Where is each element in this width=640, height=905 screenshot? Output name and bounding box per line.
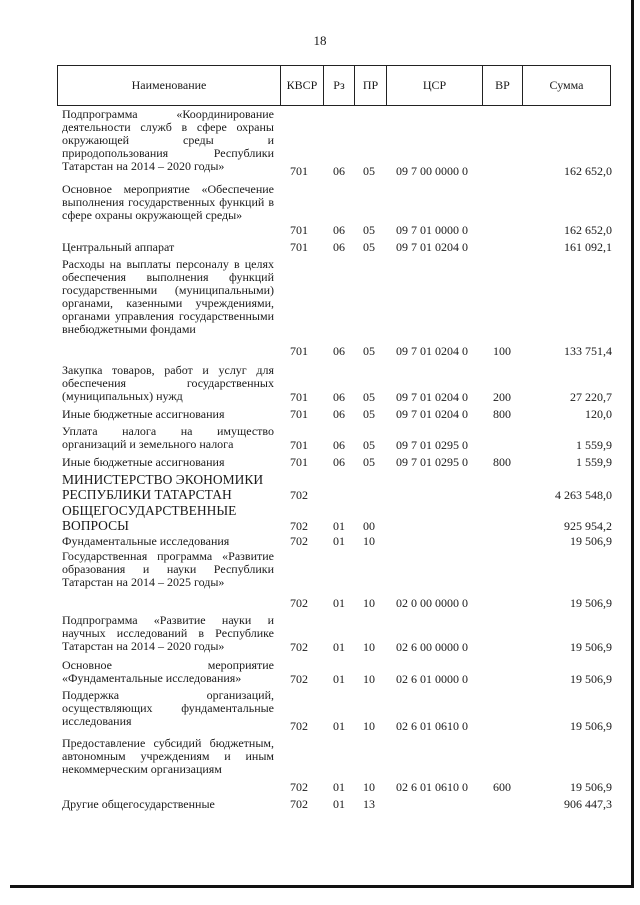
row-csr: 09 7 01 0295 0 xyxy=(396,438,468,452)
row-name: Предоставление субсидий бюджетным, автономным учреждениям и иным некоммерческим организациям xyxy=(62,736,274,776)
table-row xyxy=(0,550,640,610)
table-row xyxy=(0,614,640,654)
table-row xyxy=(0,503,640,533)
row-pr: 05 xyxy=(363,223,375,237)
row-csr: 02 6 01 0000 0 xyxy=(396,672,468,686)
row-csr: 02 6 00 0000 0 xyxy=(396,640,468,654)
row-sum: 19 506,9 xyxy=(570,596,612,610)
row-name: Основное мероприятие «Обеспечение выполнения государственных функций в сфере охраны окружающей среды» xyxy=(62,182,274,222)
row-rz: 01 xyxy=(333,780,345,794)
row-sum: 162 652,0 xyxy=(564,223,612,237)
row-rz: 06 xyxy=(333,438,345,452)
row-kvsr: 701 xyxy=(290,223,308,237)
row-rz: 01 xyxy=(333,596,345,610)
row-name: МИНИСТЕРСТВО ЭКОНОМИКИ РЕСПУБЛИКИ ТАТАРСТАН xyxy=(62,472,264,502)
row-kvsr: 702 xyxy=(290,797,308,811)
row-rz: 06 xyxy=(333,455,345,469)
row-kvsr: 701 xyxy=(290,390,308,404)
table-row xyxy=(0,689,640,733)
row-sum: 27 220,7 xyxy=(570,390,612,404)
table-row xyxy=(0,798,640,811)
row-kvsr: 701 xyxy=(290,240,308,254)
row-name: Закупка товаров, работ и услуг для обеспечения государственных (муниципальных) нужд xyxy=(62,363,274,403)
row-csr: 09 7 01 0204 0 xyxy=(396,407,468,421)
row-kvsr: 701 xyxy=(290,438,308,452)
row-sum: 1 559,9 xyxy=(576,455,612,469)
row-kvsr: 702 xyxy=(290,534,308,548)
row-name: Иные бюджетные ассигнования xyxy=(62,407,225,421)
row-name: Фундаментальные исследования xyxy=(62,534,230,548)
row-pr: 10 xyxy=(363,640,375,654)
row-name: ОБЩЕГОСУДАРСТВЕННЫЕ ВОПРОСЫ xyxy=(62,503,237,533)
row-kvsr: 702 xyxy=(290,640,308,654)
table-row xyxy=(0,241,640,254)
row-name: Основное мероприятие «Фундаментальные исследования» xyxy=(62,658,274,685)
row-kvsr: 701 xyxy=(290,455,308,469)
row-csr: 09 7 00 0000 0 xyxy=(396,164,468,178)
header-pr: ПР xyxy=(362,78,379,92)
row-rz: 06 xyxy=(333,240,345,254)
page-bottom-rule xyxy=(10,885,632,888)
row-rz: 06 xyxy=(333,407,345,421)
row-pr: 10 xyxy=(363,596,375,610)
row-rz: 01 xyxy=(333,719,345,733)
row-pr: 10 xyxy=(363,780,375,794)
row-vr: 100 xyxy=(493,344,511,358)
header-name: Наименование xyxy=(131,78,207,92)
row-kvsr: 702 xyxy=(290,672,308,686)
table-row xyxy=(0,258,640,358)
row-rz: 01 xyxy=(333,672,345,686)
table-row xyxy=(0,108,640,178)
row-sum: 162 652,0 xyxy=(564,164,612,178)
row-csr: 09 7 01 0295 0 xyxy=(396,455,468,469)
row-kvsr: 701 xyxy=(290,407,308,421)
row-kvsr: 702 xyxy=(290,719,308,733)
table-row xyxy=(0,183,640,237)
row-pr: 00 xyxy=(363,519,375,533)
header-rz: Рз xyxy=(333,78,345,92)
row-sum: 19 506,9 xyxy=(570,719,612,733)
table-row xyxy=(0,472,640,502)
row-pr: 05 xyxy=(363,344,375,358)
row-name: Уплата налога на имущество организаций и земельного налога xyxy=(62,424,274,451)
row-rz: 01 xyxy=(333,534,345,548)
row-sum: 19 506,9 xyxy=(570,672,612,686)
row-name: Иные бюджетные ассигнования xyxy=(62,455,225,469)
row-csr: 09 7 01 0204 0 xyxy=(396,390,468,404)
row-kvsr: 701 xyxy=(290,344,308,358)
table-row xyxy=(0,535,640,548)
row-name: Поддержка организаций, осуществляющих фундаментальные исследования xyxy=(62,688,274,728)
row-rz: 06 xyxy=(333,164,345,178)
row-vr: 200 xyxy=(493,390,511,404)
row-csr: 09 7 01 0000 0 xyxy=(396,223,468,237)
header-vr: ВР xyxy=(495,78,510,92)
row-sum: 19 506,9 xyxy=(570,640,612,654)
row-rz: 06 xyxy=(333,344,345,358)
row-sum: 4 263 548,0 xyxy=(555,488,612,502)
page-right-rule xyxy=(631,0,634,888)
row-pr: 05 xyxy=(363,164,375,178)
row-rz: 01 xyxy=(333,797,345,811)
row-rz: 01 xyxy=(333,640,345,654)
table-row xyxy=(0,456,640,469)
row-rz: 06 xyxy=(333,390,345,404)
row-kvsr: 702 xyxy=(290,596,308,610)
row-sum: 19 506,9 xyxy=(570,780,612,794)
table-row xyxy=(0,425,640,452)
row-vr: 800 xyxy=(493,455,511,469)
row-name: Другие общегосударственные xyxy=(62,797,215,811)
row-pr: 05 xyxy=(363,240,375,254)
row-name: Государственная программа «Развитие образования и науки Республики Татарстан на 2014 – 2025 годы» xyxy=(62,549,274,589)
row-sum: 906 447,3 xyxy=(564,797,612,811)
row-rz: 01 xyxy=(333,519,345,533)
header-csr: ЦСР xyxy=(422,78,447,92)
row-name: Расходы на выплаты персоналу в целях обеспечения выполнения функций государственными (муниципальными) органами, казенными учреждениями, органами управления государственными внебюджетными фондами xyxy=(62,257,274,336)
row-kvsr: 702 xyxy=(290,519,308,533)
table-row xyxy=(0,364,640,404)
row-pr: 05 xyxy=(363,390,375,404)
row-pr: 10 xyxy=(363,672,375,686)
row-csr: 09 7 01 0204 0 xyxy=(396,240,468,254)
page-number: 18 xyxy=(313,33,327,48)
row-csr: 02 6 01 0610 0 xyxy=(396,780,468,794)
row-pr: 05 xyxy=(363,455,375,469)
row-kvsr: 702 xyxy=(290,780,308,794)
row-pr: 13 xyxy=(363,797,375,811)
row-vr: 800 xyxy=(493,407,511,421)
row-sum: 925 954,2 xyxy=(564,519,612,533)
row-csr: 02 6 01 0610 0 xyxy=(396,719,468,733)
row-kvsr: 701 xyxy=(290,164,308,178)
row-sum: 1 559,9 xyxy=(576,438,612,452)
table-header xyxy=(57,65,611,106)
table-row xyxy=(0,737,640,794)
row-sum: 133 751,4 xyxy=(564,344,612,358)
row-csr: 02 0 00 0000 0 xyxy=(396,596,468,610)
row-sum: 120,0 xyxy=(585,407,612,421)
header-sum: Сумма xyxy=(549,78,584,92)
header-kvsr: КВСР xyxy=(286,78,318,92)
row-name: Подпрограмма «Координирование деятельности служб в сфере охраны окружающей среды и природопользования Республики Татарстан на 2014 – 2020 годы» xyxy=(62,107,274,173)
row-sum: 161 092,1 xyxy=(564,240,612,254)
row-csr: 09 7 01 0204 0 xyxy=(396,344,468,358)
row-pr: 10 xyxy=(363,534,375,548)
row-pr: 05 xyxy=(363,407,375,421)
row-vr: 600 xyxy=(493,780,511,794)
row-name: Подпрограмма «Развитие науки и научных исследований в Республике Татарстан на 2014 – 2020 годы» xyxy=(62,613,274,653)
table-row xyxy=(0,408,640,421)
row-name: Центральный аппарат xyxy=(62,240,175,254)
row-rz: 06 xyxy=(333,223,345,237)
row-kvsr: 702 xyxy=(290,488,308,502)
row-pr: 05 xyxy=(363,438,375,452)
row-pr: 10 xyxy=(363,719,375,733)
table-row xyxy=(0,659,640,686)
row-sum: 19 506,9 xyxy=(570,534,612,548)
